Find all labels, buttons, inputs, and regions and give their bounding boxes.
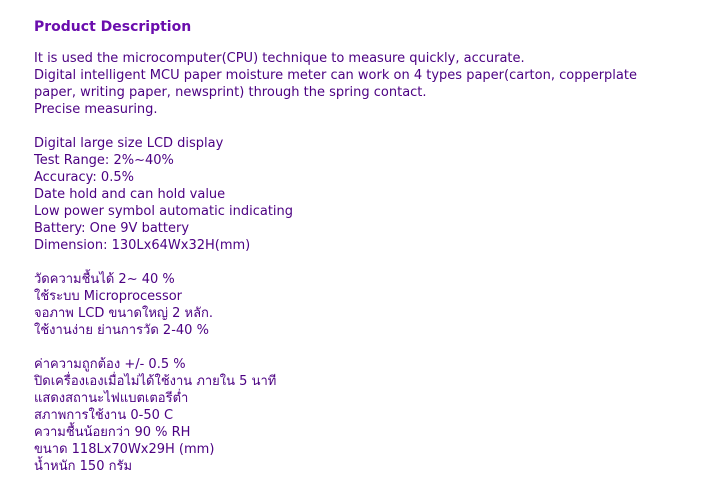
thai-features-section	[34, 271, 709, 339]
thai-spec-line: ค่าความถูกต้อง +/- 0.5 %	[34, 357, 186, 372]
thai-feature-line: วัดความชื้นได้ 2~ 40 %	[34, 272, 175, 287]
section-spacer	[34, 339, 709, 356]
spec-line: Date hold and can hold value	[34, 187, 226, 202]
thai-spec-line: ความชื้นน้อยกว่า 90 % RH	[34, 425, 191, 440]
section-spacer	[34, 254, 709, 271]
intro-line: Precise measuring.	[34, 102, 158, 117]
thai-feature-line: ใช้ระบบ Microprocessor	[34, 289, 183, 304]
thai-spec-line: น้ำหนัก 150 กรัม	[34, 459, 133, 474]
thai-spec-line: ปิดเครื่องเองเมื่อไม่ได้ใช้งาน ภายใน 5 นาที	[34, 374, 277, 389]
page-title: Product Description	[34, 19, 192, 35]
intro-section	[34, 50, 709, 118]
spec-line: Dimension: 130Lx64Wx32H(mm)	[34, 238, 251, 253]
spec-line: Digital large size LCD display	[34, 136, 224, 151]
thai-spec-line: ขนาด 118Lx70Wx29H (mm)	[34, 442, 215, 457]
spec-line: Battery: One 9V battery	[34, 221, 190, 236]
section-spacer	[34, 118, 709, 135]
spec-line: Accuracy: 0.5%	[34, 170, 134, 185]
spec-line: Low power symbol automatic indicating	[34, 204, 294, 219]
thai-spec-line: สภาพการใช้งาน 0-50 C	[34, 408, 174, 423]
thai-specs-section	[34, 356, 709, 475]
intro-line: It is used the microcomputer(CPU) technique to measure quickly, accurate.	[34, 51, 525, 66]
thai-feature-line: ใช้งานง่าย ย่านการวัด 2-40 %	[34, 323, 209, 338]
specs-section	[34, 135, 709, 254]
intro-line: Digital intelligent MCU paper moisture meter can work on 4 types paper(carton, copperplate	[34, 68, 637, 83]
intro-line: paper, writing paper, newsprint) through the spring contact.	[34, 85, 427, 100]
thai-spec-line: แสดงสถานะไฟแบตเตอรีต่ำ	[34, 391, 189, 406]
thai-feature-line: จอภาพ LCD ขนาดใหญ่ 2 หลัก.	[34, 306, 214, 321]
spec-line: Test Range: 2%~40%	[34, 153, 174, 168]
